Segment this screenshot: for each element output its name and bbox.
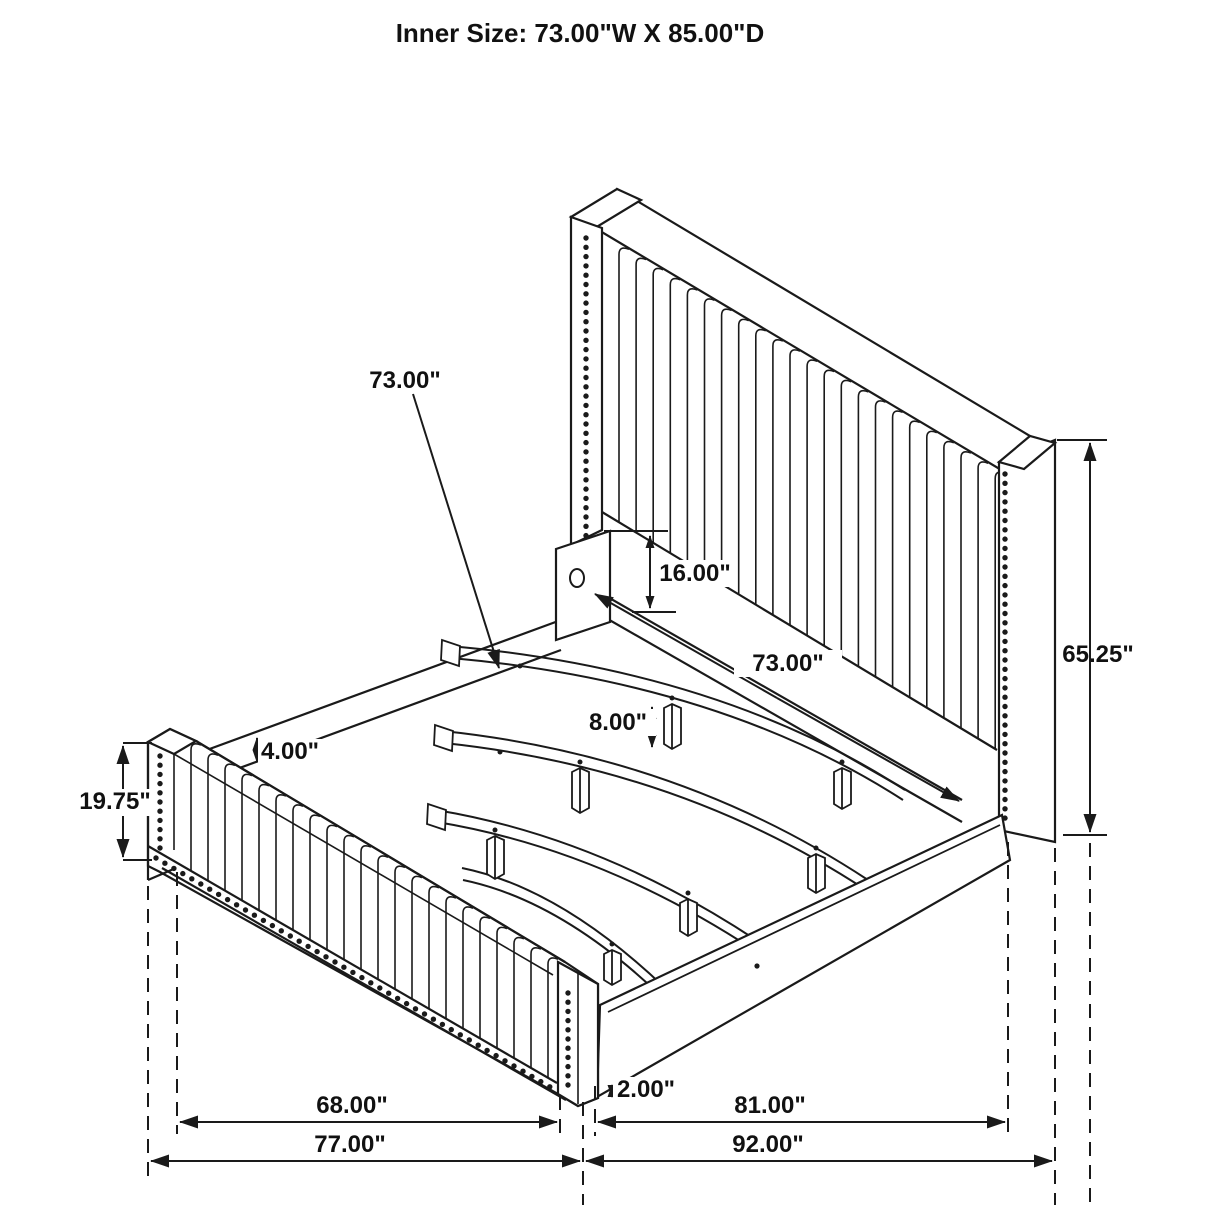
- dim-headboard-height-label: 65.25": [1062, 641, 1134, 668]
- headboard: [556, 189, 1055, 842]
- dim-overall-depth-label: 92.00": [732, 1131, 804, 1158]
- dim-footboard-height-label: 19.75": [79, 788, 151, 815]
- dim-leg-height-label: 8.00": [588, 709, 648, 736]
- side-rail-right: [597, 815, 1010, 1097]
- dim-rail-length-label: 81.00": [734, 1092, 806, 1119]
- side-rail-left: [185, 620, 561, 788]
- dim-footboard-outer-width-label: 77.00": [314, 1131, 386, 1158]
- page-title: Inner Size: 73.00"W X 85.00"D: [395, 18, 765, 48]
- dim-inner-width-label: 73.00": [752, 650, 824, 677]
- dim-headboard-gap-label: 16.00": [659, 560, 731, 587]
- dim-foot-clearance-label: 2.00": [616, 1076, 676, 1103]
- dim-rail-lip-label: 4.00": [260, 738, 320, 765]
- dim-footboard-inner-width-label: 68.00": [316, 1092, 388, 1119]
- headboard-leg-bracket: [556, 531, 610, 640]
- headboard-top-band: [595, 189, 1030, 474]
- footboard: [148, 729, 598, 1106]
- slat-length-leader: [413, 394, 499, 668]
- dim-slat-length-label: 73.00": [369, 367, 441, 394]
